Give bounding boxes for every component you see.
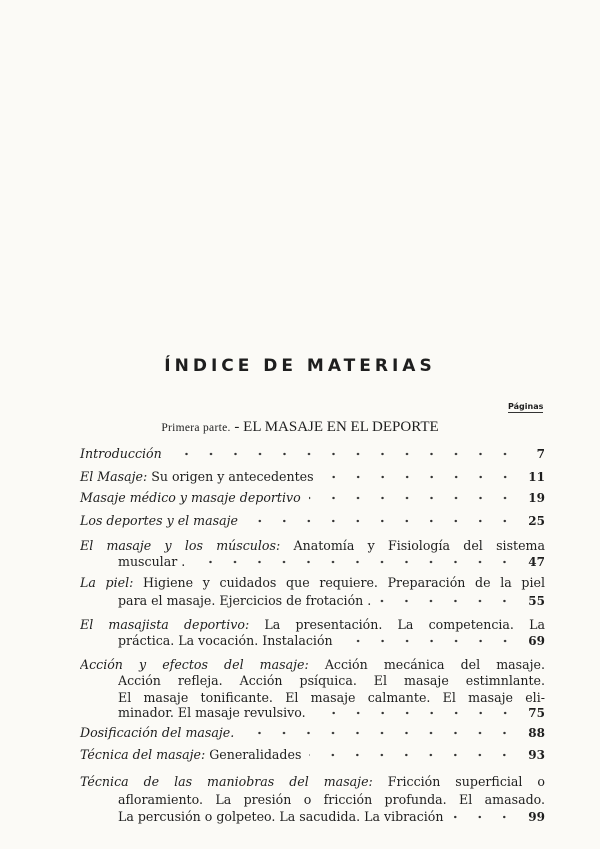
toc-page-number: 93 — [528, 748, 545, 762]
toc-entry-title: Los deportes y el masaje — [80, 513, 238, 528]
toc-entry-line — [118, 792, 545, 808]
toc-entry-text — [80, 490, 301, 506]
toc-entry-title: El Masaje: — [80, 469, 148, 484]
toc-entry-description: muscular . — [118, 554, 186, 569]
toc-entry-description: afloramiento. La presión o fricción profunda. El amasado. — [118, 792, 545, 807]
toc-page-number: 99 — [528, 810, 545, 824]
toc-entry-description: Generalidades — [205, 747, 302, 762]
dot-leader — [451, 813, 517, 821]
toc-entry-description: minador. El masaje revulsivo. — [118, 705, 306, 720]
toc-entry-line — [80, 469, 545, 485]
toc-entry-text — [80, 538, 545, 553]
toc-entry-description: La presentación. La competencia. La — [249, 617, 545, 632]
toc-entry-line — [80, 774, 545, 790]
toc-entry-title: Masaje médico y masaje deportivo — [80, 490, 301, 505]
toc-page-number: 19 — [528, 491, 545, 505]
toc-entry-description: Acción mecánica del masaje. — [308, 657, 545, 672]
dot-leader — [314, 709, 517, 717]
toc-entry-description: práctica. La vocación. Instalación — [118, 633, 333, 648]
toc-entry-text — [80, 774, 545, 789]
toc-entry-text — [80, 747, 301, 763]
dot-leader — [322, 473, 517, 481]
toc-entry-line — [118, 593, 545, 609]
toc-page-number: 69 — [528, 634, 545, 648]
toc-page-number: 25 — [528, 514, 545, 528]
toc-entry-title: El masaje y los músculos: — [80, 538, 281, 553]
toc-entry-text — [118, 705, 306, 721]
dot-leader — [309, 751, 517, 759]
toc-entry-text — [80, 725, 234, 741]
toc-entry-line — [80, 725, 545, 741]
toc-entry-text — [80, 469, 314, 485]
toc-entry-line — [80, 617, 545, 633]
toc-entry-line — [80, 490, 545, 506]
toc-entry-line — [80, 446, 545, 462]
toc-entry-text — [80, 657, 545, 672]
toc-entry-text — [118, 690, 545, 705]
toc-entry-text — [80, 446, 162, 462]
page-title: ÍNDICE DE MATERIAS — [164, 356, 436, 376]
toc-entry-text — [118, 809, 443, 825]
toc-entry-line — [118, 705, 545, 721]
dot-leader — [193, 558, 517, 566]
pages-column-label: Páginas — [508, 402, 544, 411]
toc-entry-description: Acción refleja. Acción psíquica. El masaje estimnlante. — [118, 673, 545, 688]
toc-entry-text — [118, 792, 545, 807]
toc-page-number: 11 — [528, 470, 545, 484]
toc-entry-description: para el masaje. Ejercicios de frotación . — [118, 593, 372, 608]
toc-entry-line — [80, 538, 545, 554]
toc-entry-text — [118, 673, 545, 688]
toc-entry-text — [118, 633, 333, 649]
toc-entry-description: Anatomía y Fisiología del sistema — [280, 538, 545, 553]
dot-leader — [379, 597, 517, 605]
toc-entry-line — [118, 554, 545, 570]
toc-entry-title: El masajista deportivo: — [80, 617, 250, 632]
toc-entry-description: La percusión o golpeteo. La sacudida. La vibración — [118, 809, 444, 824]
toc-entry-text — [80, 513, 238, 529]
part-heading — [0, 419, 600, 436]
toc-page-number: 7 — [536, 447, 545, 461]
dot-leader — [246, 517, 517, 525]
toc-entry-line — [80, 747, 545, 763]
toc-entry-line — [80, 575, 545, 591]
dot-leader — [309, 494, 517, 502]
part-separator: - — [230, 419, 244, 435]
toc-entry-description: Su origen y antecedentes — [147, 469, 314, 484]
toc-entry-title: Dosificación del masaje. — [80, 725, 235, 740]
toc-page-number: 88 — [528, 726, 545, 740]
toc-entry-line — [118, 673, 545, 689]
toc-entry-line — [118, 690, 545, 706]
toc-entry-text — [118, 554, 185, 570]
toc-entry-title: Introducción — [80, 446, 162, 461]
toc-entry-title: Técnica del masaje: — [80, 747, 206, 762]
toc-entry-text — [80, 617, 545, 632]
toc-entry-line — [80, 513, 545, 529]
toc-entry-line — [118, 809, 545, 825]
toc-page-number: 55 — [528, 594, 545, 608]
toc-page-number: 75 — [528, 706, 545, 720]
dot-leader — [242, 729, 517, 737]
toc-entry-line — [118, 633, 545, 649]
toc-entry-text — [80, 575, 545, 590]
part-number: Primera parte. — [161, 422, 231, 434]
toc-entry-description: Higiene y cuidados que requiere. Preparación de la piel — [133, 575, 545, 590]
dot-leader — [170, 450, 517, 458]
toc-entry-text — [118, 593, 371, 609]
toc-entry-title: Acción y efectos del masaje: — [80, 657, 309, 672]
toc-entry-line — [80, 657, 545, 673]
part-title: EL MASAJE EN EL DEPORTE — [243, 419, 439, 435]
toc-entry-title: Técnica de las maniobras del masaje: — [80, 774, 373, 789]
dot-leader — [341, 637, 517, 645]
toc-entry-title: La piel: — [80, 575, 134, 590]
toc-entry-description: El masaje tonificante. El masaje calmante. El masaje eli- — [118, 690, 545, 705]
toc-page-number: 47 — [528, 555, 545, 569]
toc-entry-description: Fricción superficial o — [372, 774, 545, 789]
